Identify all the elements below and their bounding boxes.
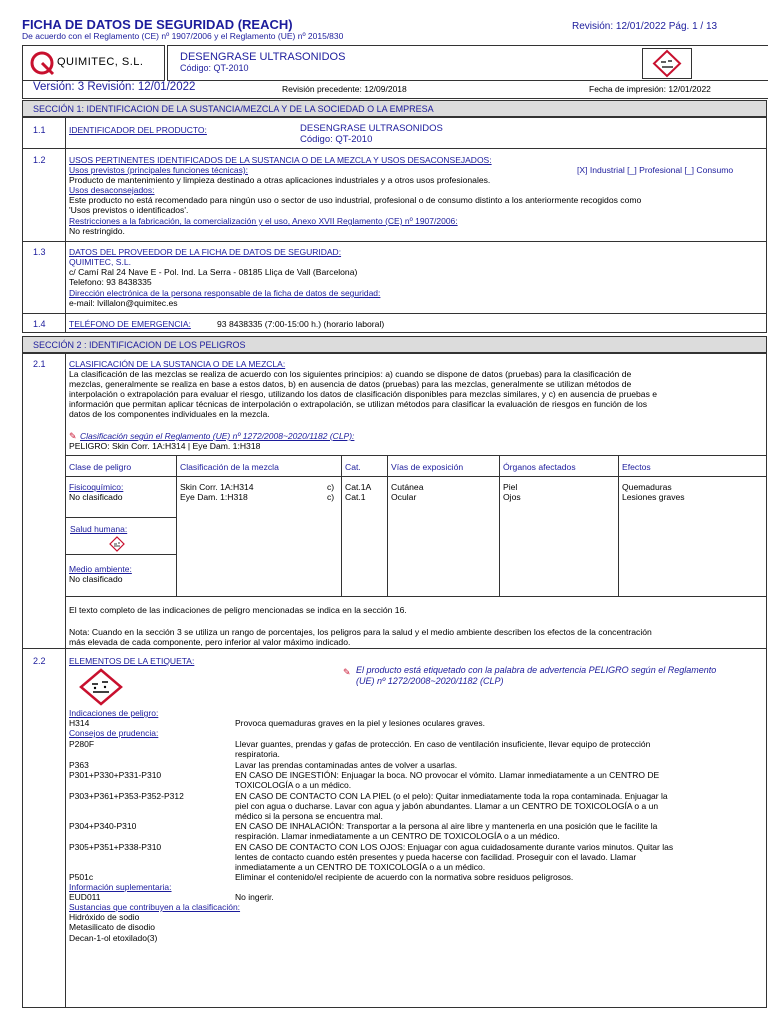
precautionary-text: médico si la persona se encuentra mal. bbox=[235, 811, 383, 821]
restrictions-text: No restringido. bbox=[69, 226, 125, 236]
hazard-code: H314 bbox=[69, 718, 90, 728]
section-2-number-column bbox=[22, 353, 66, 1008]
list-item: Hidróxido de sodio bbox=[69, 912, 140, 922]
col-header-exposure-route: Vías de exposición bbox=[391, 462, 464, 472]
signal-word-text-1: El producto está etiquetado con la palabra de advertencia PELIGRO según el Reglamento bbox=[356, 665, 717, 675]
hazard-statements-label: Indicaciones de peligro: bbox=[69, 708, 159, 718]
emergency-phone-text: 93 8438335 (7:00-15:00 h.) (horario laboral) bbox=[217, 319, 385, 329]
clp-classification-label: Clasificación según el Reglamento (UE) nº 1272/2008~2020/1182 (CLP): bbox=[80, 431, 355, 441]
clp-classification-text: PELIGRO: Skin Corr. 1A:H314 | Eye Dam. 1:H318 bbox=[69, 441, 261, 451]
supplementary-info-label: Información suplementaria: bbox=[69, 882, 172, 892]
product-code-header: Código: QT-2010 bbox=[180, 63, 249, 73]
table-row-route: Cutánea bbox=[391, 482, 424, 492]
print-date: Fecha de impresión: 12/01/2022 bbox=[589, 84, 711, 94]
product-identifier-code: Código: QT-2010 bbox=[300, 134, 373, 145]
col-header-hazard-class: Clase de peligro bbox=[69, 462, 132, 472]
precautionary-text: inmediatamente a un CENTRO DE TOXICOLOGÍA o a un médico. bbox=[235, 862, 486, 872]
previous-revision: Revisión precedente: 12/09/2018 bbox=[282, 84, 407, 94]
product-name-header: DESENGRASE ULTRASONIDOS bbox=[180, 51, 346, 63]
ghs-pictogram-box bbox=[642, 48, 692, 79]
intended-uses-label: Usos previstos (principales funciones técnicas): bbox=[69, 165, 249, 175]
corrosive-small-icon bbox=[108, 536, 126, 552]
logo-text: QUIMITEC, S.L. bbox=[57, 56, 144, 68]
uses-heading: USOS PERTINENTES IDENTIFICADOS DE LA SUSTANCIA O DE LA MEZCLA Y USOS DESACONSEJADOS: bbox=[69, 155, 492, 165]
section-1-2-number: 1.2 bbox=[33, 155, 46, 165]
emergency-phone-label: TELÉFONO DE EMERGENCIA: bbox=[69, 319, 191, 329]
classification-para-3: interpolación o extrapolación para evaluar el riesgo, utilizando los datos de clasificación disponibles para mezclas similares, y c) en ausencia de pruebas e bbox=[69, 389, 658, 399]
table-row-cat: Cat.1A bbox=[345, 482, 372, 492]
section-1-header: SECCIÓN 1: IDENTIFICACION DE LA SUSTANCIA/MEZCLA Y DE LA SOCIEDAD O LA EMPRESA bbox=[22, 100, 767, 117]
responsible-email-label: Dirección electrónica de la persona responsable de la ficha de datos de seguridad: bbox=[69, 288, 381, 298]
range-note-1: Nota: Cuando en la sección 3 se utiliza un rango de porcentajes, los peligros para la salud y el medio ambiente describen los efectos de la concentración bbox=[69, 627, 652, 637]
table-row-effect: Quemaduras bbox=[622, 482, 672, 492]
supplier-company: QUIMITEC, S.L. bbox=[69, 257, 132, 267]
classification-para-5: datos de los componentes individuales en la mezcla. bbox=[69, 409, 270, 419]
list-item: Decan-1-ol etoxilado(3) bbox=[69, 933, 158, 943]
corrosive-pictogram-icon bbox=[78, 668, 124, 706]
signal-word-text-2: (UE) nº 1272/2008~2020/1182 (CLP) bbox=[356, 676, 504, 686]
revision-marker-icon: ✎ bbox=[69, 431, 77, 441]
table-row-route: Ocular bbox=[391, 492, 417, 502]
section-2-2-number: 2.2 bbox=[33, 656, 46, 666]
document-subtitle: De acuerdo con el Reglamento (CE) nº 1907/2006 y el Reglamento (UE) nº 2015/830 bbox=[22, 31, 344, 41]
unadvised-uses-text-2: 'Usos previstos o identificados'. bbox=[69, 205, 189, 215]
contributing-substances-label: Sustancias que contribuyen a la clasificación: bbox=[69, 902, 241, 912]
unadvised-uses-text-1: Este producto no está recomendado para ningún uso o sector de uso industrial, profesional o de consumo distinto a los anteriormente recogidos como bbox=[69, 195, 642, 205]
company-logo bbox=[22, 45, 165, 81]
supplementary-text: No ingerir. bbox=[235, 892, 274, 902]
label-elements-heading: ELEMENTOS DE LA ETIQUETA: bbox=[69, 656, 195, 666]
section-1-number-column bbox=[22, 117, 66, 333]
precautionary-text: TOXICOLOGÍA o a un médico. bbox=[235, 780, 352, 790]
physchem-value: No clasificado bbox=[69, 492, 123, 502]
table-row-mark: c) bbox=[327, 482, 335, 492]
intended-uses-flags: [X] Industrial [_] Profesional [_] Consumo bbox=[577, 165, 734, 175]
corrosive-hazard-icon bbox=[643, 49, 691, 78]
supplier-heading: DATOS DEL PROVEEDOR DE LA FICHA DE DATOS DE SEGURIDAD: bbox=[69, 247, 342, 257]
version-info: Versión: 3 Revisión: 12/01/2022 bbox=[33, 81, 196, 93]
precautionary-text: respiratoria. bbox=[235, 749, 280, 759]
precautionary-code: P301+P330+P331-P310 bbox=[69, 770, 162, 780]
precautionary-text: Llevar guantes, prendas y gafas de protección. En caso de ventilación insuficiente, llevar equipo de protección bbox=[235, 739, 651, 749]
logo-mark-icon bbox=[29, 50, 57, 76]
precautionary-code: P280F bbox=[69, 739, 95, 749]
precautionary-text: EN CASO DE INHALACIÓN: Transportar a la persona al aire libre y mantenerla en una posición que le facilite la bbox=[235, 821, 658, 831]
table-row-organ: Ojos bbox=[503, 492, 521, 502]
environment-label: Medio ambiente: bbox=[69, 564, 132, 574]
section-2-1-number: 2.1 bbox=[33, 359, 46, 369]
precautionary-text: EN CASO DE CONTACTO CON LA PIEL (o el pelo): Quitar inmediatamente toda la ropa contaminada. Enjuagar la bbox=[235, 791, 668, 801]
environment-value: No clasificado bbox=[69, 574, 123, 584]
precautionary-text: EN CASO DE CONTACTO CON LOS OJOS: Enjuagar con agua cuidadosamente durante varios minutos. Quitar las bbox=[235, 842, 674, 852]
table-row: Skin Corr. 1A:H314 bbox=[180, 482, 254, 492]
hazard-text: Provoca quemaduras graves en la piel y lesiones oculares graves. bbox=[235, 718, 485, 728]
responsible-email[interactable]: e-mail: lvillalon@quimitec.es bbox=[69, 298, 178, 308]
col-header-effects: Efectos bbox=[622, 462, 651, 472]
product-identifier-name: DESENGRASE ULTRASONIDOS bbox=[300, 123, 443, 134]
precautionary-code: P303+P361+P353-P352-P312 bbox=[69, 791, 184, 801]
section-1-3-number: 1.3 bbox=[33, 247, 46, 257]
classification-para-2: mezclas, generalmente se realiza en base a estos datos, b) en ausencia de datos (pruebas) para las mezclas, generalmente se utilizan métodos de bbox=[69, 379, 632, 389]
precautionary-code: P363 bbox=[69, 760, 89, 770]
table-row-mark: c) bbox=[327, 492, 335, 502]
supplier-phone: Telefono: 93 8438335 bbox=[69, 277, 152, 287]
section-2-header: SECCIÓN 2 : IDENTIFICACION DE LOS PELIGROS bbox=[22, 336, 767, 353]
product-identifier-label: IDENTIFICADOR DEL PRODUCTO: bbox=[69, 125, 207, 135]
col-header-mixture-classification: Clasificación de la mezcla bbox=[180, 462, 279, 472]
precautionary-label: Consejos de prudencia: bbox=[69, 728, 159, 738]
unadvised-uses-label: Usos desaconsejados: bbox=[69, 185, 155, 195]
classification-heading: CLASIFICACIÓN DE LA SUSTANCIA O DE LA MEZCLA: bbox=[69, 359, 286, 369]
document-title: FICHA DE DATOS DE SEGURIDAD (REACH) bbox=[22, 17, 293, 32]
restrictions-label: Restricciones a la fabricación, la comercialización y el uso, Anexo XVII Reglamento (CE) nº 1907/2006: bbox=[69, 216, 458, 226]
col-header-affected-organs: Órganos afectados bbox=[503, 462, 576, 472]
section-1-1-number: 1.1 bbox=[33, 125, 46, 135]
table-row-cat: Cat.1 bbox=[345, 492, 366, 502]
precautionary-text: Eliminar el contenido/el recipiente de acuerdo con la normativa sobre residuos peligrosos. bbox=[235, 872, 574, 882]
table-row: Eye Dam. 1:H318 bbox=[180, 492, 248, 502]
precautionary-text: lentes de contacto cuando estén presentes y pueda hacerse con facilidad. Proseguir con el lavado. Llamar bbox=[235, 852, 637, 862]
precautionary-text: Lavar las prendas contaminadas antes de volver a usarlas. bbox=[235, 760, 458, 770]
precautionary-text: piel con agua o ducharse. Lavar con agua y jabón abundantes. Llamar a un CENTRO DE TOXICOLOGÍA o a un bbox=[235, 801, 659, 811]
precautionary-code: P305+P351+P338-P310 bbox=[69, 842, 162, 852]
precautionary-code: P501c bbox=[69, 872, 94, 882]
intended-uses-text: Producto de mantenimiento y limpieza destinado a otras aplicaciones industriales y a otros usos profesionales. bbox=[69, 175, 491, 185]
physchem-label: Fisicoquímico: bbox=[69, 482, 124, 492]
classification-para-4: información que permitan aplicar técnicas de interpolación o extrapolación, se utilizan métodos para clasificar la evaluación de riesgos en función de los bbox=[69, 399, 648, 409]
list-item: Metasilicato de disodio bbox=[69, 922, 155, 932]
table-row-organ: Piel bbox=[503, 482, 518, 492]
supplementary-code: EUD011 bbox=[69, 892, 101, 902]
section-1-4-number: 1.4 bbox=[33, 319, 46, 329]
range-note-2: más elevada de cada componente, pero inferior al valor máximo indicado. bbox=[69, 637, 351, 647]
precautionary-text: EN CASO DE INGESTIÓN: Enjuagar la boca. NO provocar el vómito. Llamar inmediatamente a un CENTRO DE bbox=[235, 770, 660, 780]
table-row-effect: Lesiones graves bbox=[622, 492, 685, 502]
classification-para-1: La clasificación de las mezclas se realiza de acuerdo con los siguientes principios: a) cuando se dispone de datos (pruebas) para la clasificación de bbox=[69, 369, 632, 379]
health-label: Salud humana: bbox=[70, 524, 128, 534]
full-text-note: El texto completo de las indicaciones de peligro mencionadas se indica en la sección 16. bbox=[69, 605, 407, 615]
revision-marker-icon: ✎ bbox=[343, 667, 351, 677]
col-header-category: Cat. bbox=[345, 462, 361, 472]
revision-page: Revisión: 12/01/2022 Pág. 1 / 13 bbox=[572, 21, 718, 32]
precautionary-code: P304+P340-P310 bbox=[69, 821, 137, 831]
precautionary-text: respiración. Llamar inmediatamente a un CENTRO DE TOXICOLOGÍA o a un médico. bbox=[235, 831, 560, 841]
supplier-address: c/ Camí Ral 24 Nave E - Pol. Ind. La Serra - 08185 Lliça de Vall (Barcelona) bbox=[69, 267, 358, 277]
